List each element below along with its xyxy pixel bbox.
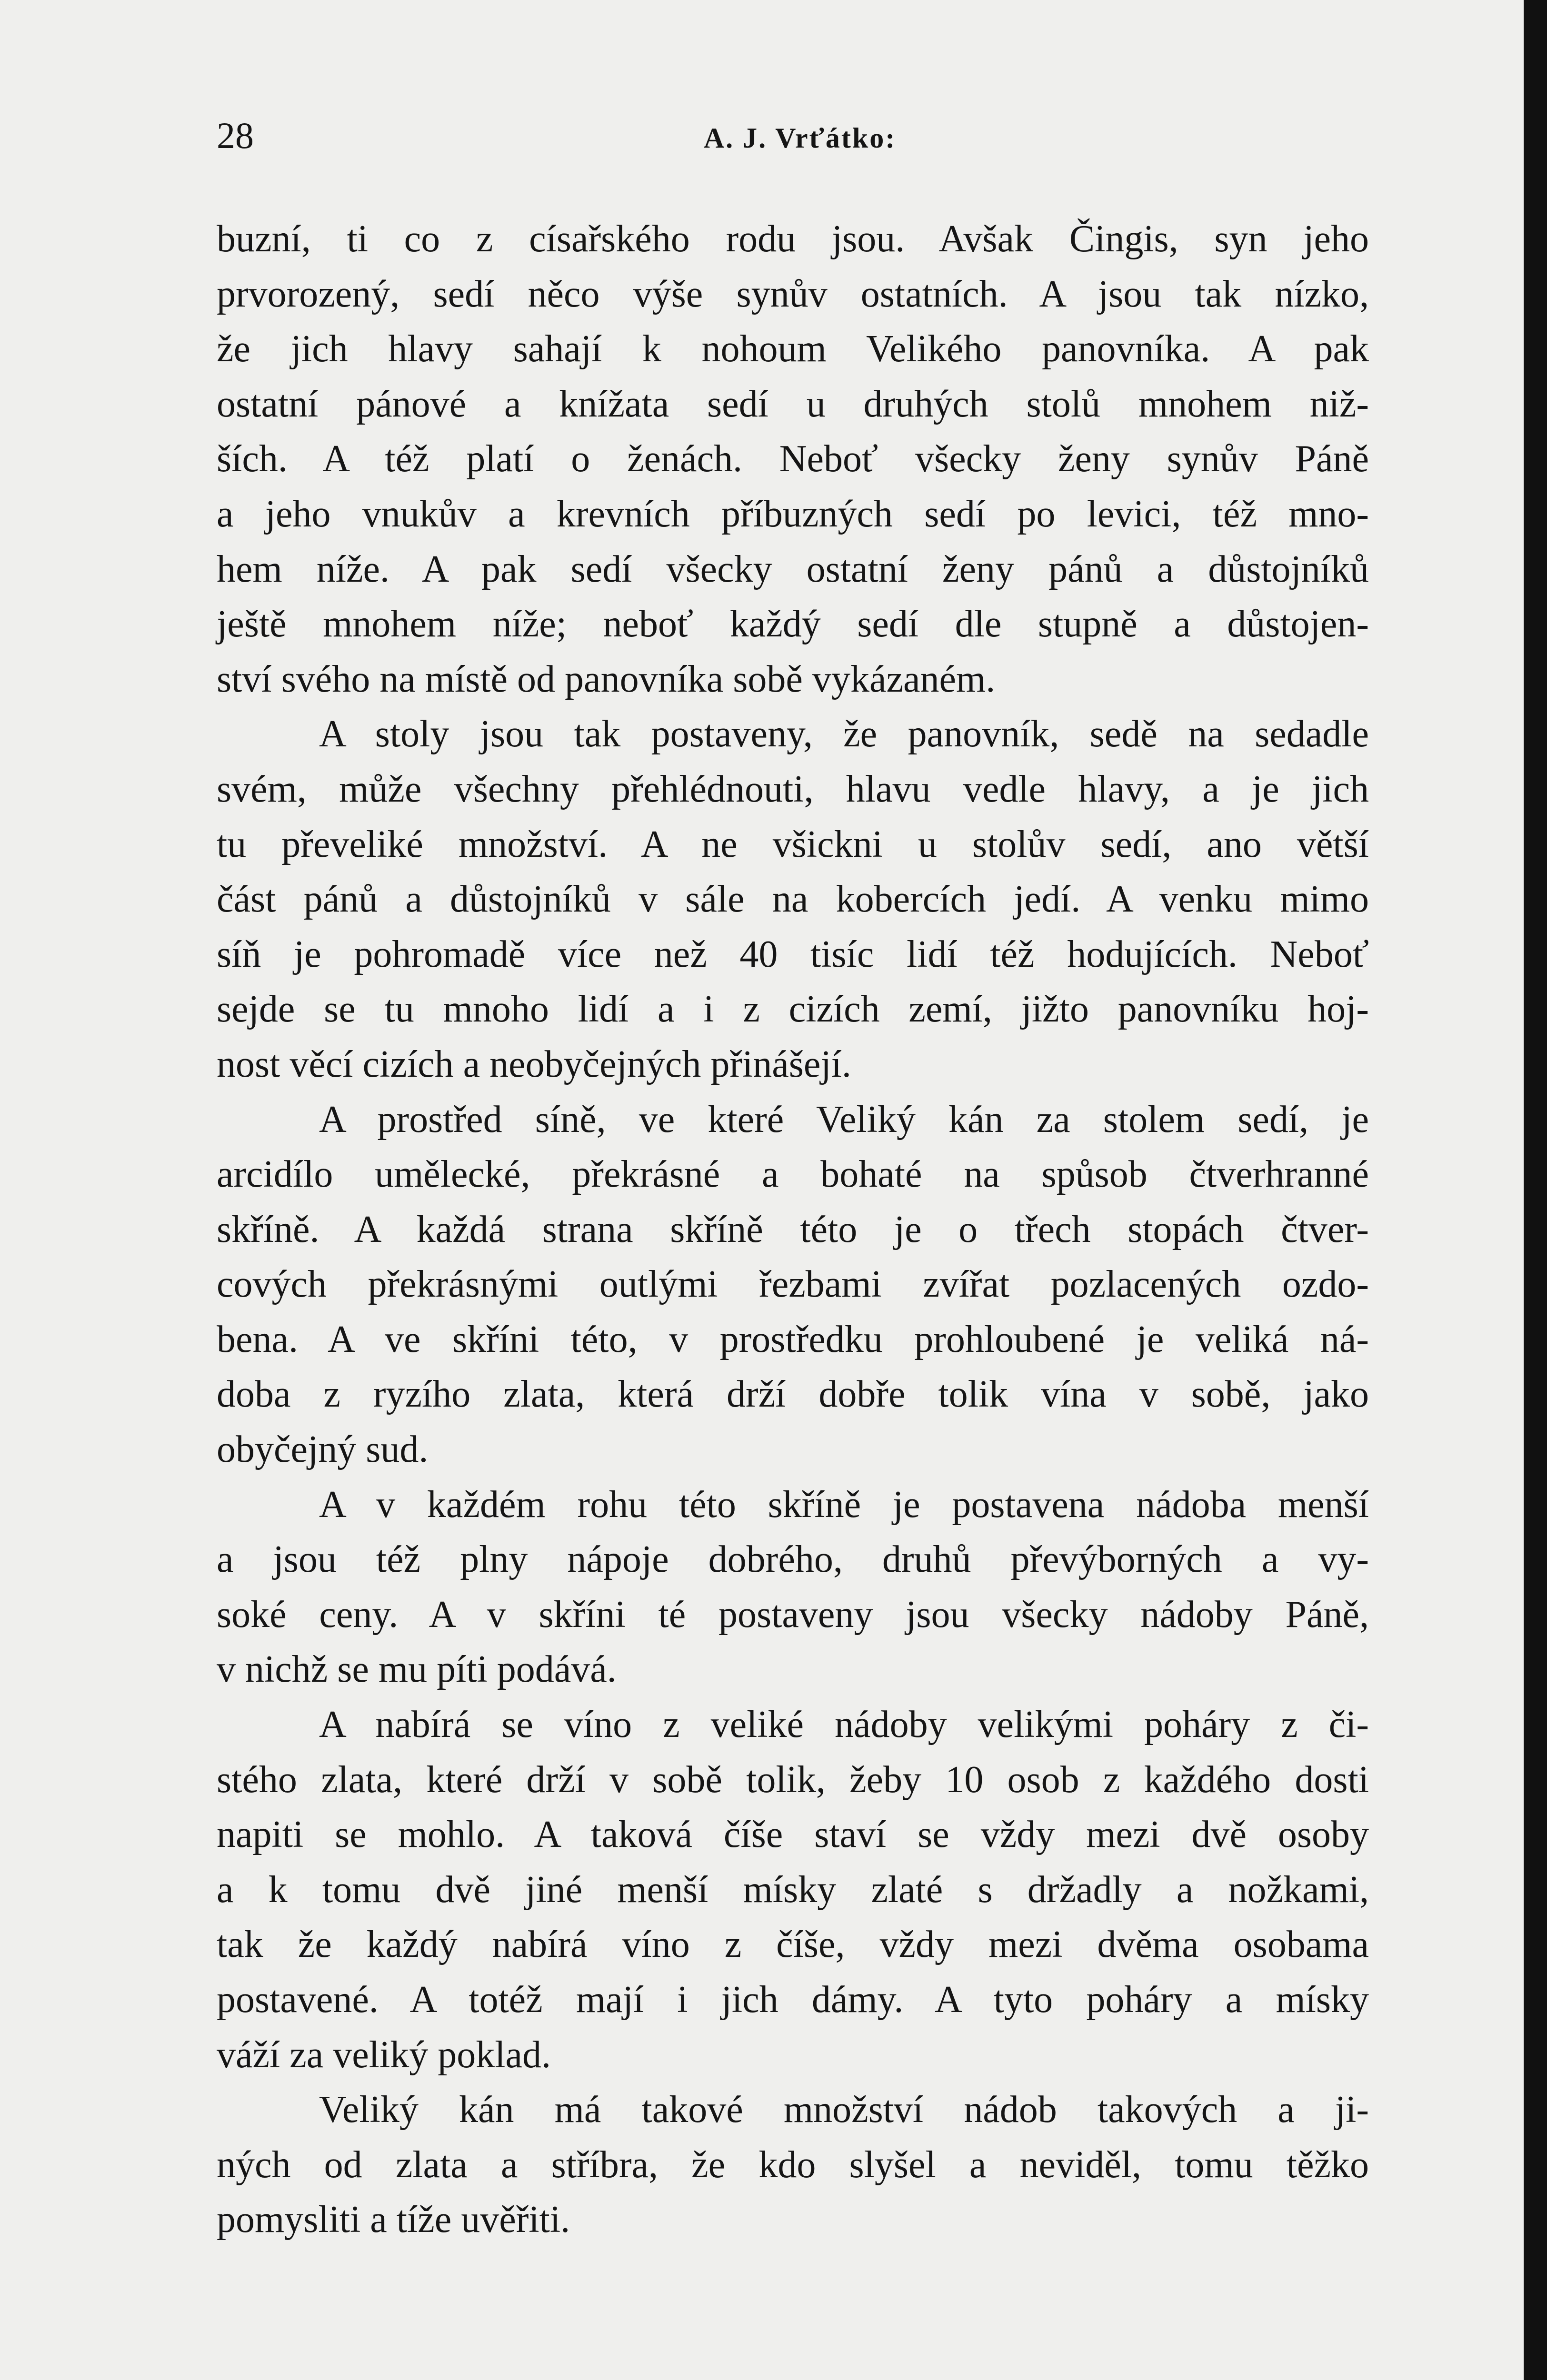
text-line: stého zlata, které drží v sobě tolik, žeby 10 osob z každého dosti <box>217 1758 1369 1801</box>
text-line: ných od zlata a stříbra, že kdo slyšel a neviděl, tomu těžko <box>217 2143 1369 2186</box>
text-line: A nabírá se víno z veliké nádoby velikými poháry z či- <box>319 1704 1369 1746</box>
text-line: arcidílo umělecké, překrásné a bohaté na spůsob čtverhranné <box>217 1153 1369 1196</box>
text-line: prvorozený, sedí něco výše synův ostatních. A jsou tak nízko, <box>217 273 1369 315</box>
text-line: pomysliti a tíže uvěřiti. <box>217 2199 570 2241</box>
text-line: že jich hlavy sahají k nohoum Velikého panovníka. A pak <box>217 328 1369 370</box>
text-line: část pánů a důstojníků v sále na kobercích jedí. A venku mimo <box>217 878 1369 921</box>
text-line: a jsou též plny nápoje dobrého, druhů převýborných a vy- <box>217 1538 1369 1581</box>
text-line: a k tomu dvě jiné menší mísky zlaté s držadly a nožkami, <box>217 1868 1369 1911</box>
text-line: nost věcí cizích a neobyčejných přinášejí. <box>217 1043 851 1085</box>
text-line: A prostřed síně, ve které Veliký kán za stolem sedí, je <box>319 1098 1369 1140</box>
text-line: cových překrásnými outlými řezbami zvířat pozlacených ozdo- <box>217 1263 1369 1306</box>
text-line: soké ceny. A v skříni té postaveny jsou všecky nádoby Páně, <box>217 1593 1369 1636</box>
text-line: sejde se tu mnoho lidí a i z cizích zemí, jižto panovníku hoj- <box>217 988 1369 1031</box>
text-line: skříně. A každá strana skříně této je o třech stopách čtver- <box>217 1208 1369 1250</box>
text-line: hem níže. A pak sedí všecky ostatní ženy pánů a důstojníků <box>217 548 1369 590</box>
text-line: ství svého na místě od panovníka sobě vykázaném. <box>217 658 996 700</box>
text-line: doba z ryzího zlata, která drží dobře tolik vína v sobě, jako <box>217 1373 1369 1416</box>
text-line: postavené. A totéž mají i jich dámy. A tyto poháry a mísky <box>217 1979 1369 2021</box>
text-line: svém, může všechny přehlédnouti, hlavu vedle hlavy, a je jich <box>217 768 1369 810</box>
scan-edge <box>1524 0 1547 2380</box>
text-line: A v každém rohu této skříně je postavena nádoba menší <box>319 1483 1369 1526</box>
body-text <box>217 212 1369 2248</box>
text-line: a jeho vnukův a krevních příbuzných sedí po levici, též mno- <box>217 493 1369 535</box>
text-line: buzní, ti co z císařského rodu jsou. Avšak Čingis, syn jeho <box>217 218 1369 260</box>
text-line: váží za veliký poklad. <box>217 2033 551 2076</box>
text-line: A stoly jsou tak postaveny, že panovník, sedě na sedadle <box>319 713 1369 755</box>
text-line: napiti se mohlo. A taková číše staví se vždy mezi dvě osoby <box>217 1814 1369 1856</box>
text-line: obyčejný sud. <box>217 1428 429 1471</box>
text-line: Veliký kán má takové množství nádob takových a ji- <box>319 2089 1369 2131</box>
text-line: ještě mnohem níže; neboť každý sedí dle stupně a důstojen- <box>217 603 1369 645</box>
text-line: tu převeliké množství. A ne všickni u stolův sedí, ano větší <box>217 823 1369 865</box>
page-header <box>217 112 1369 164</box>
page-number: 28 <box>217 115 254 156</box>
running-title: A. J. Vrťátko: <box>703 122 897 154</box>
text-line: ších. A též platí o ženách. Neboť všecky ženy synův Páně <box>217 438 1369 480</box>
text-line: síň je pohromadě více než 40 tisíc lidí též hodujících. Neboť <box>217 933 1369 975</box>
text-line: ostatní pánové a knížata sedí u druhých stolů mnohem niž- <box>217 383 1369 425</box>
text-line: bena. A ve skříni této, v prostředku prohloubené je veliká ná- <box>217 1318 1369 1360</box>
text-line: v nichž se mu píti podává. <box>217 1648 617 1691</box>
text-line: tak že každý nabírá víno z číše, vždy mezi dvěma osobama <box>217 1924 1369 1966</box>
